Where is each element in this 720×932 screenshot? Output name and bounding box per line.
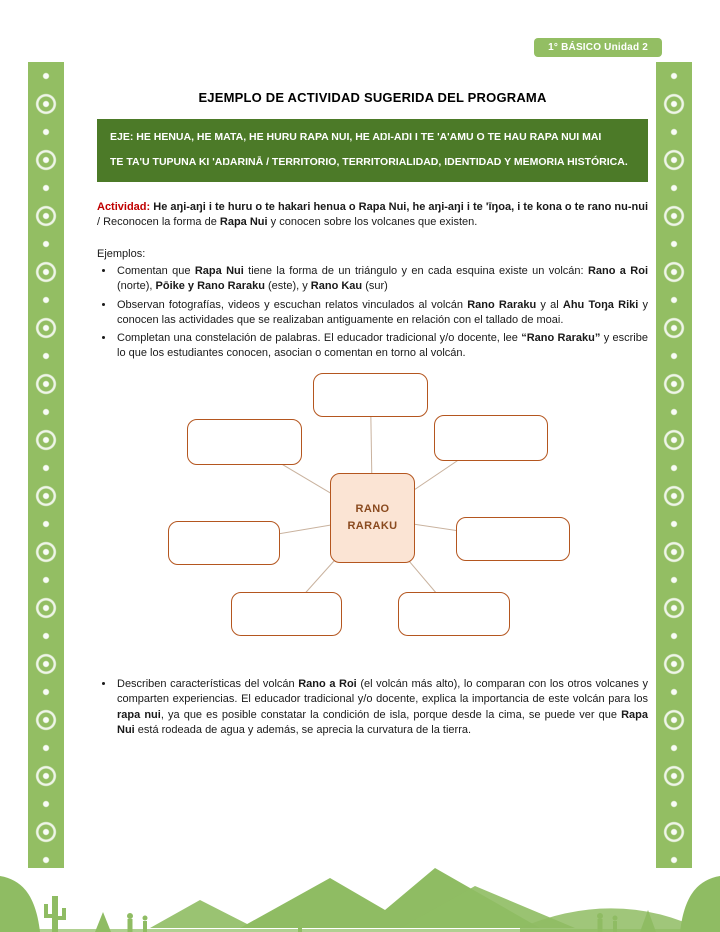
empty-word-box [168, 521, 280, 565]
unit-badge: 1° BÁSICO Unidad 2 [534, 38, 662, 57]
closing-list [97, 677, 648, 738]
left-ornamental-border [28, 62, 64, 868]
word-constellation-diagram [97, 369, 648, 647]
empty-word-box [398, 592, 510, 636]
center-volcano-label: RANO RARAKU [347, 502, 398, 533]
page-title: EJEMPLO DE ACTIVIDAD SUGERIDA DEL PROGRAMA [198, 90, 547, 105]
empty-word-box [456, 517, 570, 561]
axis-header-box [97, 119, 648, 182]
examples-list [97, 264, 648, 361]
empty-word-box [187, 419, 302, 465]
empty-word-box [313, 373, 428, 417]
axis-line-spanish: TE TA'U TUPUNA KI 'AŊARINĀ / TERRITORIO, TERRITORIALIDAD, IDENTIDAD Y MEMORIA HISTÓRICA. [110, 155, 628, 168]
axis-line-rapanui: EJE: HE HENUA, HE MATA, HE HURU RAPA NUI, HE AŊI-AŊI I TE 'A'AMU O TE HAU RAPA NUI MAI [110, 131, 602, 143]
footer-landscape-illustration [0, 864, 720, 932]
right-ornamental-border [656, 62, 692, 868]
activity-description: Actividad: He aŋi-aŋi i te huru o te hakari henua o Rapa Nui, he aŋi-aŋi i te 'īŋoa, i te kona o te rano nu-nui / Reconocen la forma de Rapa Nui y conocen sobre los volcanes que existen. [97, 200, 649, 228]
examples-label: Ejemplos: [97, 248, 146, 261]
example-item: • Comentan que Rapa Nui tiene la forma de un triángulo y en cada esquina existe un volcán: Rano a Roi (norte), Pōike y Rano Raraku (este), y Rano Kau (sur) [115, 264, 648, 294]
example-item: • Completan una constelación de palabras. El educador tradicional y/o docente, lee “Rano Raraku” y escribe lo que los estudiantes conocen, asocian o comentan en torno al volcán. [115, 331, 648, 361]
example-item: • Observan fotografías, videos y escuchan relatos vinculados al volcán Rano Raraku y al Ahu Toŋa Riki y conocen las actividades que se realizaban antiguamente en relación con el tallado de moai. [115, 298, 648, 328]
center-volcano-box [330, 473, 415, 563]
main-content [97, 90, 648, 741]
empty-word-box [434, 415, 548, 461]
empty-word-box [231, 592, 342, 636]
closing-item: • Describen características del volcán Rano a Roi (el volcán más alto), lo comparan con los otros volcanes y comparten experiencias. El educador tradicional y/o docente, explica la importancia de este volcán para los rapa nui, ya que es posible constatar la condición de isla, porque desde la cima, se puede ver que Rapa Nui está rodeada de agua y además, se aprecia la curvatura de la tierra. [115, 677, 648, 738]
